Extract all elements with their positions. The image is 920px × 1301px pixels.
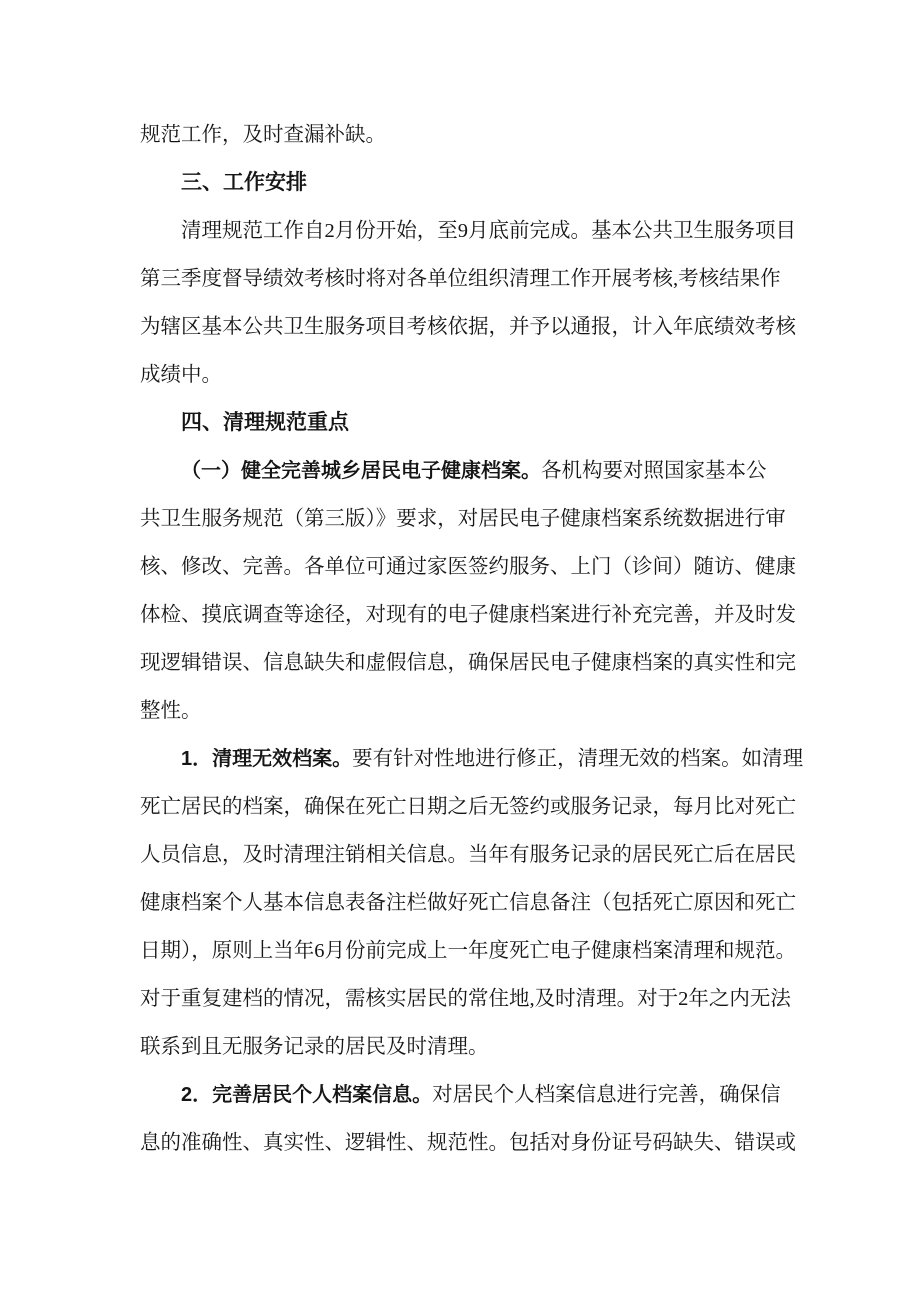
text-line <box>140 1071 808 1119</box>
bold-run: 2．完善居民个人档案信息。 <box>181 1084 433 1106</box>
text-run: 体检、摸底调查等途径，对现有的电子健康档案进行补充完善，并及时发 <box>140 604 796 626</box>
text-line <box>140 255 808 303</box>
text-run: 日期），原则上当年6月份前完成上一年度死亡电子健康档案清理和规范。 <box>140 940 796 962</box>
text-run: 清理规范工作自2月份开始，至9月底前完成。基本公共卫生服务项目 <box>181 220 796 242</box>
text-line <box>140 687 808 735</box>
text-line <box>140 1119 808 1167</box>
text-line <box>140 591 808 639</box>
text-line <box>140 543 808 591</box>
text-run: 整性。 <box>140 700 202 722</box>
section-heading <box>140 159 808 207</box>
text-line <box>140 207 808 255</box>
document-text-block <box>140 111 808 1167</box>
section-heading <box>140 399 808 447</box>
text-run: 核、修改、完善。各单位可通过家医签约服务、上门（诊间）随访、健康 <box>140 556 796 578</box>
text-line <box>140 351 808 399</box>
text-line <box>140 1023 808 1071</box>
text-line <box>140 639 808 687</box>
text-line <box>140 111 808 159</box>
text-run: 息的准确性、真实性、逻辑性、规范性。包括对身份证号码缺失、错误或 <box>140 1132 796 1154</box>
bold-run: 1．清理无效档案。 <box>181 748 353 770</box>
text-line <box>140 495 808 543</box>
bold-run: 三、工作安排 <box>181 171 307 194</box>
bold-run: （一）健全完善城乡居民电子健康档案。 <box>181 460 541 482</box>
text-run: 要有针对性地进行修正，清理无效的档案。如清理 <box>352 748 804 770</box>
text-line <box>140 783 808 831</box>
text-run: 现逻辑错误、信息缺失和虚假信息，确保居民电子健康档案的真实性和完 <box>140 652 796 674</box>
text-run: 死亡居民的档案，确保在死亡日期之后无签约或服务记录，每月比对死亡 <box>140 796 796 818</box>
bold-run: 四、清理规范重点 <box>181 411 349 434</box>
text-run: 健康档案个人基本信息表备注栏做好死亡信息备注（包括死亡原因和死亡 <box>140 892 796 914</box>
text-line <box>140 927 808 975</box>
text-run: 规范工作，及时查漏补缺。 <box>140 124 386 146</box>
text-line <box>140 303 808 351</box>
text-run: 各机构要对照国家基本公 <box>541 460 767 482</box>
text-line <box>140 831 808 879</box>
text-run: 共卫生服务规范（第三版）》要求，对居民电子健康档案系统数据进行审 <box>140 508 786 530</box>
text-run: 成绩中。 <box>140 364 222 386</box>
text-run: 联系到且无服务记录的居民及时清理。 <box>140 1036 489 1058</box>
text-line <box>140 735 808 783</box>
text-run: 为辖区基本公共卫生服务项目考核依据，并予以通报，计入年底绩效考核 <box>140 316 796 338</box>
text-run: 对居民个人档案信息进行完善，确保信 <box>432 1084 781 1106</box>
text-run: 人员信息，及时清理注销相关信息。当年有服务记录的居民死亡后在居民 <box>140 844 796 866</box>
text-run: 对于重复建档的情况，需核实居民的常住地,及时清理。对于2年之内无法 <box>140 988 791 1010</box>
text-line <box>140 975 808 1023</box>
text-run: 第三季度督导绩效考核时将对各单位组织清理工作开展考核,考核结果作 <box>140 268 781 290</box>
text-line <box>140 447 808 495</box>
text-line <box>140 879 808 927</box>
